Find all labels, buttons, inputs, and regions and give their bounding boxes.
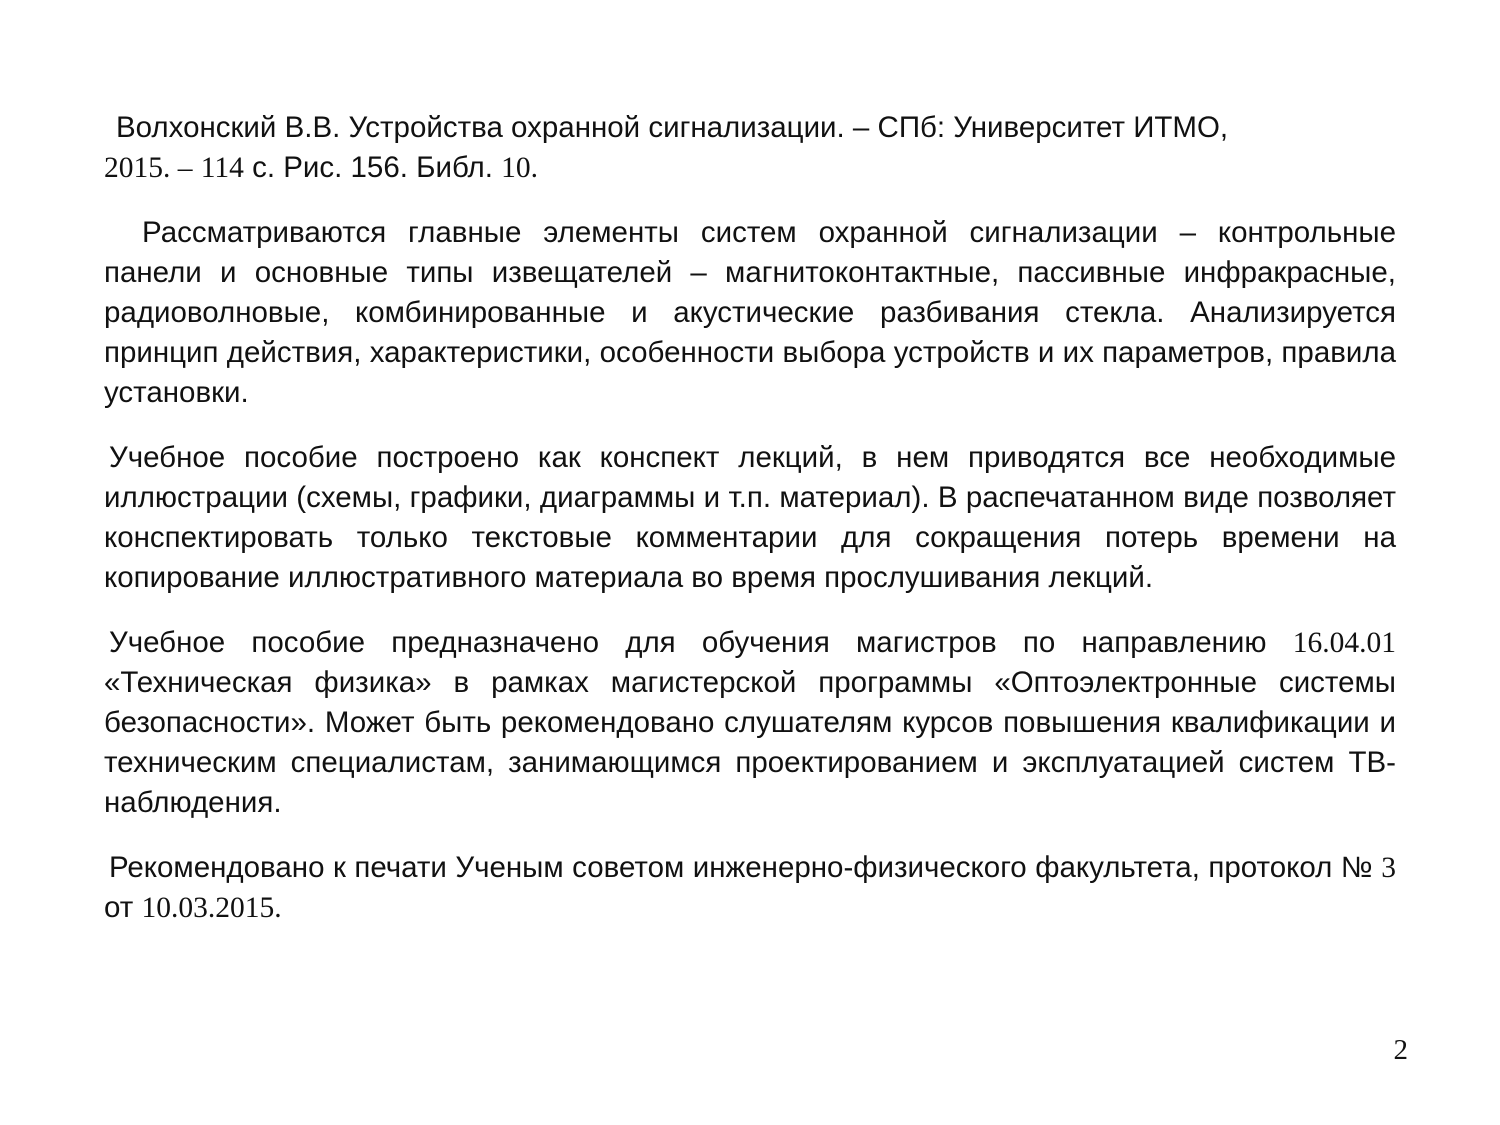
audience-text-end: «Техническая физика» в рамках магистерской программы «Оптоэлектронные системы безопасности». Может быть рекомендовано слушателям курсов повышения квалификации и техническим специалистам, занимающимся проектированием и эксплуатацией систем ТВ-наблюдения. — [104, 666, 1396, 819]
page-count: 114 — [200, 152, 244, 184]
date-preposition: от — [104, 891, 134, 924]
audience-text-start: Учебное пособие предназначено для обучения магистров по направлению — [109, 626, 1267, 659]
description-paragraph: Учебное пособие построено как конспект лекций, в нем приводятся все необходимые иллюстрации (схемы, графики, диаграммы и т.п. материал). В распечатанном виде позволяет конспектировать только текстовые комментарии для сокращения потерь времени на копирование иллюстративного материала во время прослушивания лекций. — [104, 441, 1396, 594]
number-sign: № — [1340, 851, 1373, 884]
audience-paragraph — [104, 623, 1396, 823]
recommendation-text: Рекомендовано к печати Ученым советом инженерно-физического факультета, протокол — [109, 851, 1333, 884]
abstract-paragraph: Рассматриваются главные элементы систем охранной сигнализации – контрольные панели и основные типы извещателей – магнитоконтактные, пассивные инфракрасные, радиоволновые, комбинированные и акустические разбивания стекла. Анализируется принцип действия, характеристики, особенности выбора устройств и их параметров, правила установки. — [104, 216, 1396, 409]
book-title-publisher: Устройства охранной сигнализации. – СПб: Университет ИТМО, — [348, 111, 1229, 144]
protocol-date: 10.03.2015. — [141, 892, 282, 924]
page-number: 2 — [1393, 1034, 1408, 1066]
protocol-number: 3 — [1381, 852, 1396, 884]
program-code: 16.04.01 — [1292, 627, 1396, 659]
recommendation-paragraph — [104, 848, 1396, 928]
figures-refs-label: с. Рис. 156. Библ. — [252, 151, 493, 184]
reference-count: 10. — [501, 152, 539, 184]
publication-year: 2015. – — [104, 152, 193, 184]
author: Волхонский В.В. — [116, 111, 341, 144]
bibliographic-reference — [104, 108, 1396, 188]
page-content — [104, 108, 1396, 953]
